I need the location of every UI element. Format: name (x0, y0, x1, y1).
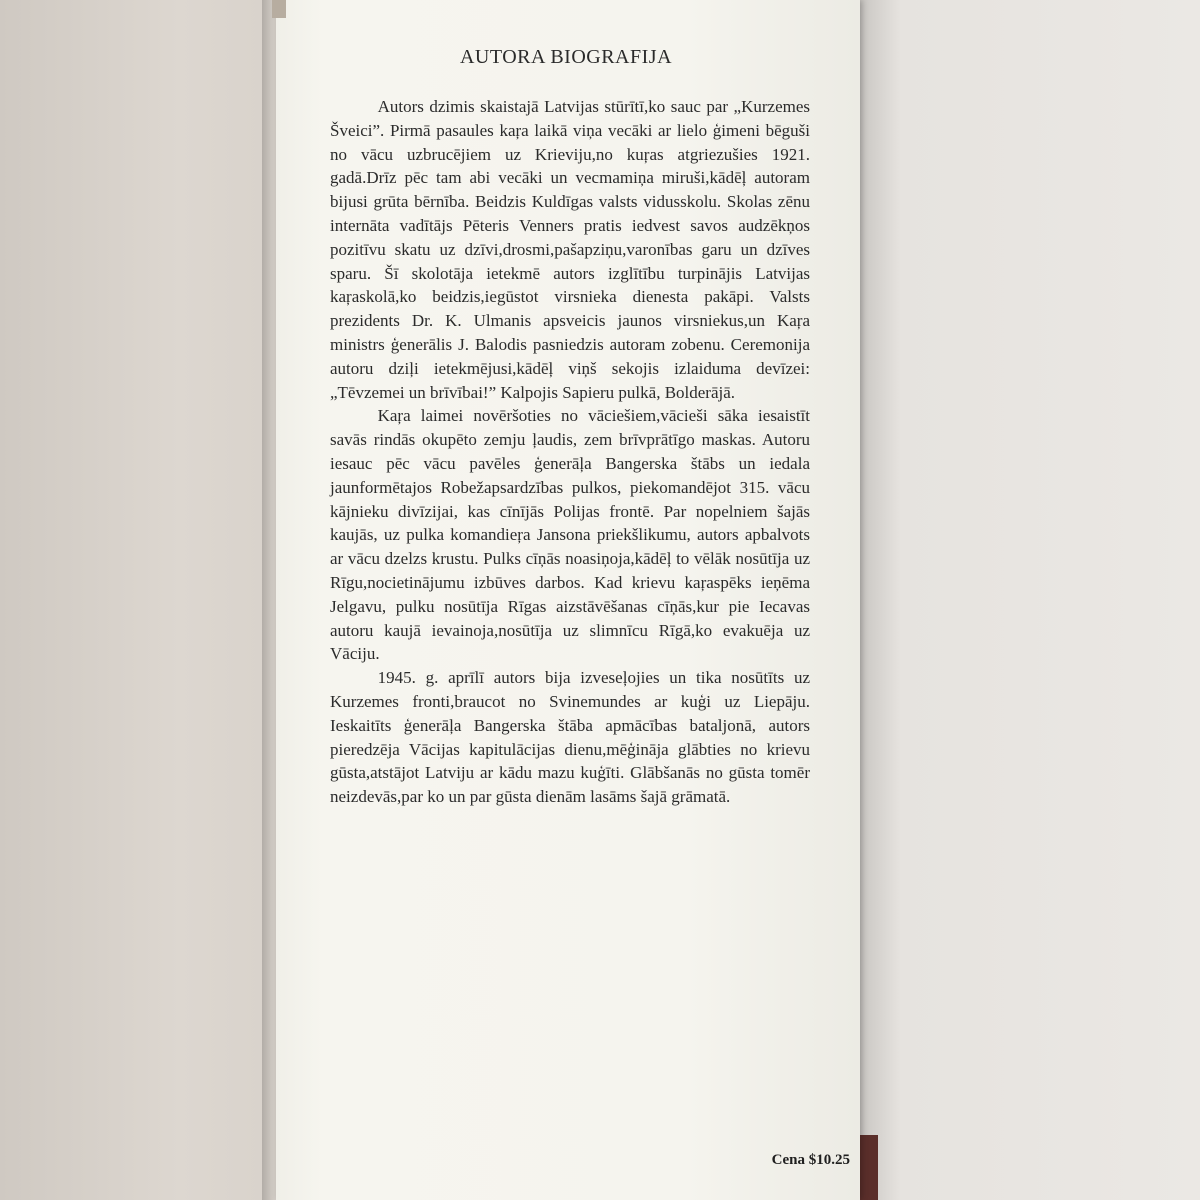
paragraph-1: Autors dzimis skaistajā Latvijas stūrītī,ko sauc par „Kurzemes Šveici”. Pirmā pasaules kaŗa laikā viņa vecāki ar lielo ģimeni bēguši no vācu uzbrucējiem uz Krieviju,no kuŗas atgriezušies 1921. gadā.Drīz pēc tam abi vecāki un vecmamiņa miruši,kādēļ autoram bijusi grūta bērnība. Beidzis Kuldīgas valsts vidusskolu. Skolas zēnu internāta vadītājs Pēteris Venners pratis iedvest savos audzēkņos pozitīvu skatu uz dzīvi,drosmi,pašapziņu,varonības garu un dzīves sparu. Šī skolotāja ietekmē autors izglītību turpinājis Latvijas kaŗaskolā,ko beidzis,iegūstot virsnieka dienesta pakāpi. Valsts prezidents Dr. K. Ulmanis apsveicis jaunos virsniekus,un Kaŗa ministrs ģenerālis J. Balodis pasniedzis autoram zobenu. Ceremonija autoru dziļi ietekmējusi,kādēļ viņš sekojis izlaiduma devīzei: „Tēvzemei un brīvībai!” Kalpojis Sapieru pulkā, Bolderājā. (330, 97, 810, 402)
price-label: Cena $10.25 (771, 1152, 850, 1168)
book-board-edge (858, 1135, 878, 1200)
paragraph-2: Kaŗa laimei novēršoties no vāciešiem,vācieši sāka iesaistīt savās rindās okupēto zemju ļaudis, zem brīvprātīgo maskas. Autoru iesauc pēc vācu pavēles ģenerāļa Bangerska štābs un iedala jaunformētajos Robežapsardzības pulkos, piekomandējot 315. vācu kājnieku divīzijai, kas cīnījās Polijas frontē. Par nopelniem šajās kaujās, uz pulka komandieŗa Jansona priekšlikumu, autors apbalvots ar vācu dzelzs krustu. Pulks cīņās noasiņoja,kādēļ to vēlāk nosūtīja uz Rīgu,nocietinājumu izbūves darbos. Kad krievu kaŗaspēks ieņēma Jelgavu, pulku nosūtīja Rīgas aizstāvēšanas cīņās,kur pie Iecavas autoru kaujā ievainoja,nosūtīja uz slimnīcu Rīgā,ko evakuēja uz Vāciju. (330, 406, 810, 664)
flap-title: AUTORA BIOGRAFIJA (459, 46, 673, 68)
background-left (0, 0, 300, 1200)
flap-tab (272, 0, 286, 18)
spine-shadow (262, 0, 276, 1200)
paragraph-3: 1945. g. aprīlī autors bija izveseļojies un tika nosūtīts uz Kurzemes fronti,braucot no Svinemundes ar kuģi uz Liepāju. Ieskaitīts ģenerāļa Bangerska štāba apmācības bataljonā, autors pieredzēja Vācijas kapitulācijas dienu,mēģināja glābties no krievu gūsta,atstājot Latviju ar kādu mazu kuģīti. Glābšanās no gūsta tomēr neizdevās,par ko un par gūsta dienām lasāms šajā grāmatā. (330, 668, 810, 807)
background-right (860, 0, 1200, 1200)
biography-text (330, 95, 810, 809)
